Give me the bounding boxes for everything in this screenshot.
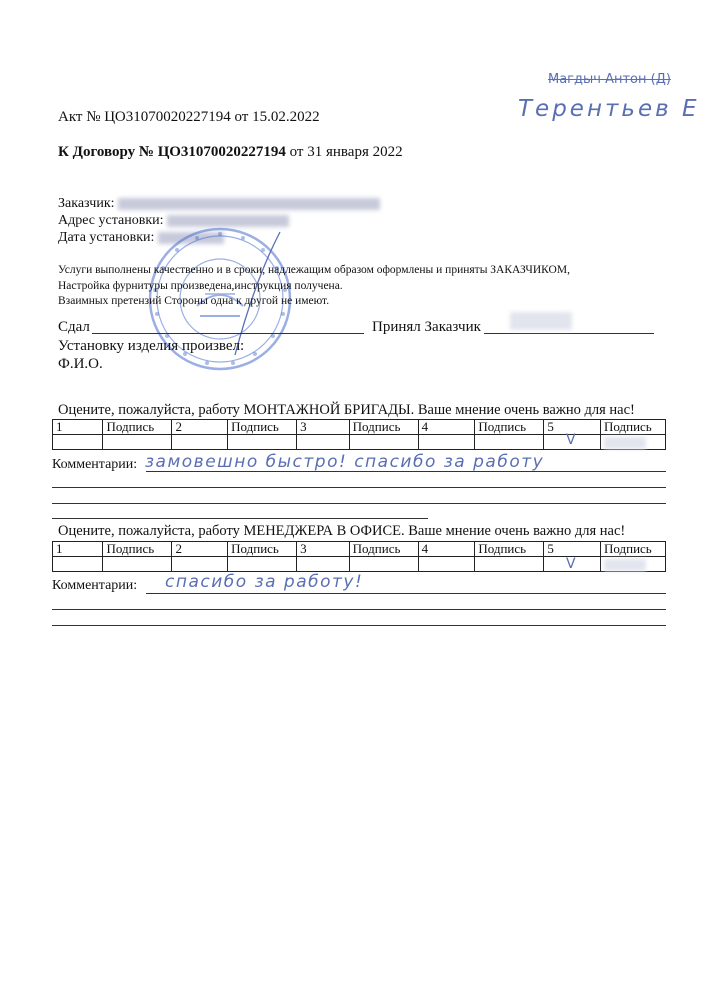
signature-cell-label: Подпись bbox=[103, 420, 172, 435]
survey-team-title: Оцените, пожалуйста, работу МОНТАЖНОЙ БРИГАДЫ. Ваше мнение очень важно для нас! bbox=[58, 402, 635, 418]
comment-line bbox=[52, 625, 666, 626]
address-label: Адрес установки: bbox=[58, 213, 164, 228]
signature-cell[interactable] bbox=[228, 557, 297, 572]
handed-over-label: Сдал bbox=[58, 319, 90, 335]
rating-2-cell[interactable] bbox=[172, 435, 228, 450]
handed-over-line bbox=[92, 333, 364, 334]
statement-quality: Услуги выполнены качественно и в сроки, надлежащим образом оформлены и приняты ЗАКАЗЧИКОМ, bbox=[58, 264, 570, 276]
crossed-out-name: Магдыч Антон (Д) bbox=[548, 72, 671, 87]
rating-3[interactable]: 3 bbox=[297, 420, 350, 435]
statement-no-claims: Взаимных претензий Стороны одна к другой не имеют. bbox=[58, 295, 330, 307]
table-row bbox=[53, 542, 666, 557]
redacted-customer-signature bbox=[510, 312, 572, 330]
rating-5[interactable]: 5 bbox=[544, 542, 601, 557]
install-date-label: Дата установки: bbox=[58, 230, 155, 245]
signature-cell[interactable] bbox=[475, 557, 544, 572]
handwritten-name: Терентьев Е bbox=[518, 96, 700, 122]
survey-office-check-mark: V bbox=[566, 556, 576, 572]
signature-cell[interactable] bbox=[103, 557, 172, 572]
rating-5[interactable]: 5 bbox=[544, 420, 601, 435]
comment-line bbox=[52, 487, 666, 488]
customer-field bbox=[58, 196, 380, 212]
signature-cell[interactable] bbox=[475, 435, 544, 450]
rating-4-cell[interactable] bbox=[418, 557, 475, 572]
signature-cell-label: Подпись bbox=[475, 420, 544, 435]
customer-label: Заказчик: bbox=[58, 196, 115, 211]
signature-cell-label: Подпись bbox=[349, 542, 418, 557]
survey-team-comment-label: Комментарии: bbox=[52, 457, 138, 472]
accepted-label: Принял Заказчик bbox=[372, 319, 481, 335]
rating-1-cell[interactable] bbox=[53, 557, 103, 572]
rating-3[interactable]: 3 bbox=[297, 542, 350, 557]
signature-cell[interactable] bbox=[601, 557, 666, 572]
signature-cell[interactable] bbox=[349, 435, 418, 450]
signature-cell-label: Подпись bbox=[349, 420, 418, 435]
redacted-customer-value bbox=[118, 198, 380, 210]
rating-1[interactable]: 1 bbox=[53, 542, 103, 557]
signature-cell[interactable] bbox=[601, 435, 666, 450]
signature-cell[interactable] bbox=[349, 557, 418, 572]
comment-line bbox=[146, 471, 666, 472]
signature-cell-label: Подпись bbox=[601, 542, 666, 557]
signature-cell[interactable] bbox=[228, 435, 297, 450]
act-title: Акт № ЦО31070020227194 от 15.02.2022 bbox=[58, 109, 320, 125]
survey-office-comment: спасибо за работу! bbox=[165, 572, 364, 592]
survey-team-comment: замовешно быстро! спасибо за работу bbox=[145, 452, 545, 472]
rating-3-cell[interactable] bbox=[297, 435, 350, 450]
signature-cell[interactable] bbox=[103, 435, 172, 450]
rating-4-cell[interactable] bbox=[418, 435, 475, 450]
rating-2-cell[interactable] bbox=[172, 557, 228, 572]
rating-1-cell[interactable] bbox=[53, 435, 103, 450]
contract-reference bbox=[58, 144, 403, 161]
rating-2[interactable]: 2 bbox=[172, 542, 228, 557]
rating-1[interactable]: 1 bbox=[53, 420, 103, 435]
rating-2[interactable]: 2 bbox=[172, 420, 228, 435]
rating-3-cell[interactable] bbox=[297, 557, 350, 572]
survey-team-check-mark: V bbox=[566, 432, 576, 448]
survey-office-comment-label: Комментарии: bbox=[52, 578, 138, 593]
comment-line bbox=[52, 518, 428, 519]
comment-line bbox=[52, 503, 666, 504]
redacted-signature bbox=[604, 437, 646, 449]
comment-line bbox=[146, 593, 666, 594]
signature-cell-label: Подпись bbox=[601, 420, 666, 435]
rating-4[interactable]: 4 bbox=[418, 420, 475, 435]
signature-cell-label: Подпись bbox=[228, 542, 297, 557]
signature-cell-label: Подпись bbox=[475, 542, 544, 557]
statement-setup: Настройка фурнитуры произведена,инструкция получена. bbox=[58, 280, 343, 292]
survey-office-title: Оцените, пожалуйста, работу МЕНЕДЖЕРА В ОФИСЕ. Ваше мнение очень важно для нас! bbox=[58, 523, 626, 539]
rating-4[interactable]: 4 bbox=[418, 542, 475, 557]
signature-cell-label: Подпись bbox=[228, 420, 297, 435]
contract-date: от 31 января 2022 bbox=[289, 144, 403, 160]
comment-line bbox=[52, 609, 666, 610]
accepted-line bbox=[484, 333, 654, 334]
fio-label: Ф.И.О. bbox=[58, 356, 103, 372]
contract-number: К Договору № ЦО31070020227194 bbox=[58, 144, 286, 160]
redacted-signature bbox=[604, 559, 646, 571]
installed-by-label: Установку изделия произвел: bbox=[58, 338, 245, 354]
signature-cell-label: Подпись bbox=[103, 542, 172, 557]
